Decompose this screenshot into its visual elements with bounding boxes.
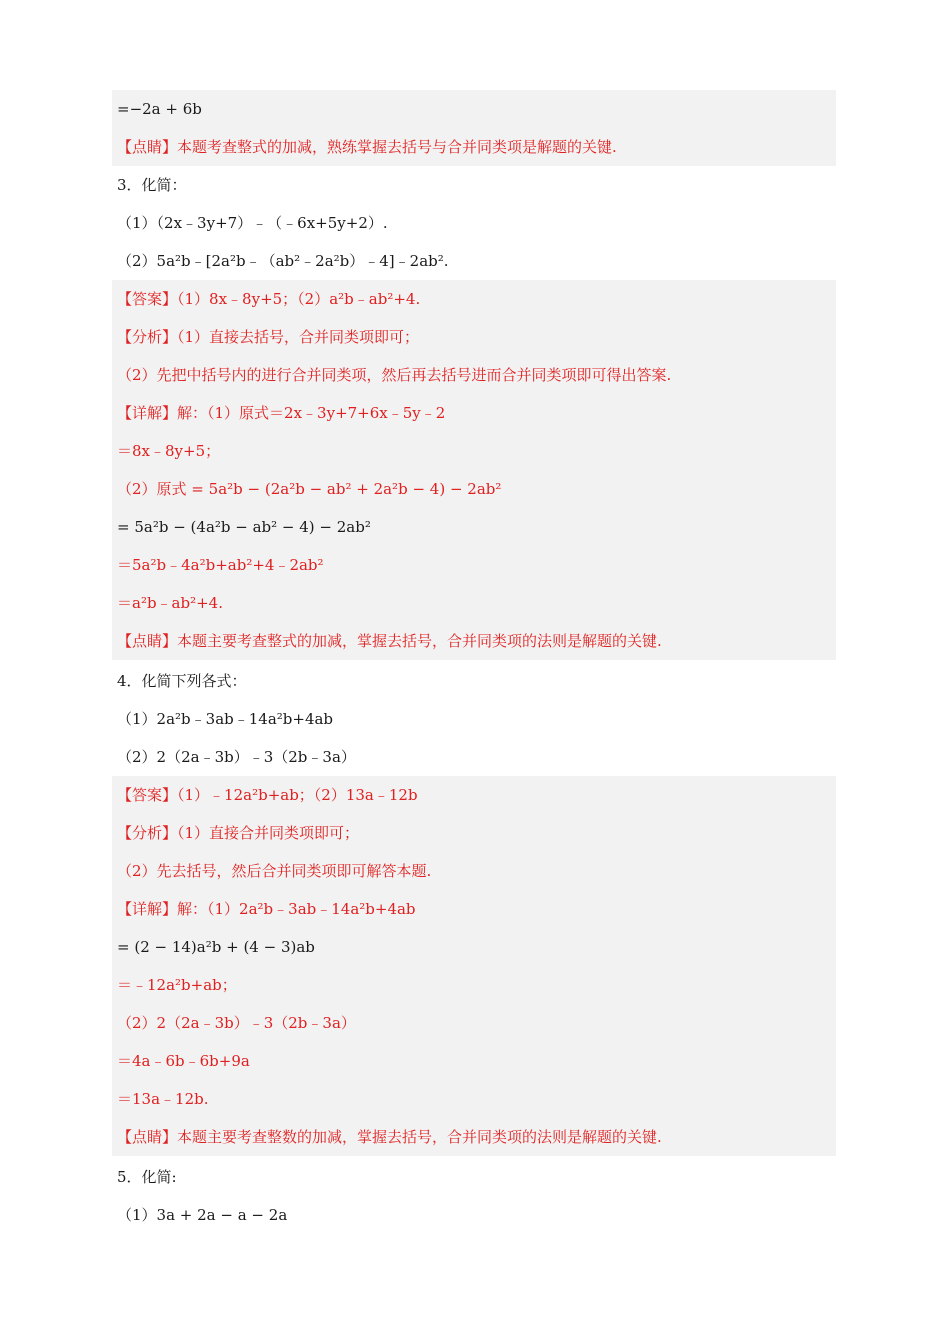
answer-line: 【答案】（1）8x﹣8y+5；（2）a²b﹣ab²+4. (117, 290, 421, 308)
question-title: 4．化简下列各式： (117, 672, 247, 690)
question-5 (112, 1158, 836, 1234)
analysis-line: （2）先去括号，然后合并同类项即可解答本题. (117, 862, 432, 880)
detail-line: ＝4a﹣6b﹣6b+9a (117, 1052, 250, 1070)
answer-4 (112, 776, 836, 1156)
answer-line: 【答案】（1）﹣12a²b+ab；（2）13a﹣12b (117, 786, 418, 804)
solution-continuation (112, 90, 836, 166)
detail-line: 【详解】解：（1）原式＝2x﹣3y+7+6x﹣5y﹣2 (117, 404, 446, 422)
question-title: 5．化简: (117, 1168, 177, 1186)
question-part: （2）2（2a﹣3b）﹣3（2b﹣3a） (117, 748, 356, 766)
question-part: （1）3a + 2a − a − 2a (117, 1206, 288, 1224)
detail-line: （2）2（2a﹣3b）﹣3（2b﹣3a） (117, 1014, 356, 1032)
detail-line: = 5a²b − (4a²b − ab² − 4) − 2ab² (117, 518, 371, 536)
detail-line: ＝﹣12a²b+ab； (117, 976, 237, 994)
question-part: （1）2a²b﹣3ab﹣14a²b+4ab (117, 710, 334, 728)
detail-line: ＝5a²b﹣4a²b+ab²+4﹣2ab² (117, 556, 324, 574)
detail-line: ＝a²b﹣ab²+4. (117, 594, 223, 612)
comment-line: 【点睛】本题主要考查整数的加减，掌握去括号，合并同类项的法则是解题的关键. (117, 1128, 662, 1146)
question-3 (112, 166, 836, 280)
detail-line: （2）原式 = 5a²b − (2a²b − ab² + 2a²b − 4) − 2ab² (117, 480, 502, 498)
detail-line: ＝8x﹣8y+5； (117, 442, 221, 460)
detail-line: 【详解】解：（1）2a²b﹣3ab﹣14a²b+4ab (117, 900, 416, 918)
question-title: 3．化简： (117, 176, 187, 194)
question-part: （2）5a²b﹣[2a²b﹣（ab²﹣2a²b）﹣4]﹣2ab². (117, 252, 449, 270)
answer-3 (112, 280, 836, 660)
question-part: （1）（2x﹣3y+7）﹣（﹣6x+5y+2）. (117, 214, 388, 232)
analysis-line: 【分析】（1）直接合并同类项即可； (117, 824, 360, 842)
question-4 (112, 662, 836, 776)
comment-line: 【点睛】本题考查整式的加减，熟练掌握去括号与合并同类项是解题的关键. (117, 138, 617, 156)
detail-line: = (2 − 14)a²b + (4 − 3)ab (117, 938, 315, 956)
solution-step: =−2a + 6b (117, 100, 202, 118)
comment-line: 【点睛】本题主要考查整式的加减，掌握去括号，合并同类项的法则是解题的关键. (117, 632, 662, 650)
detail-line: ＝13a﹣12b. (117, 1090, 209, 1108)
analysis-line: （2）先把中括号内的进行合并同类项，然后再去括号进而合并同类项即可得出答案. (117, 366, 672, 384)
analysis-line: 【分析】（1）直接去括号，合并同类项即可； (117, 328, 420, 346)
